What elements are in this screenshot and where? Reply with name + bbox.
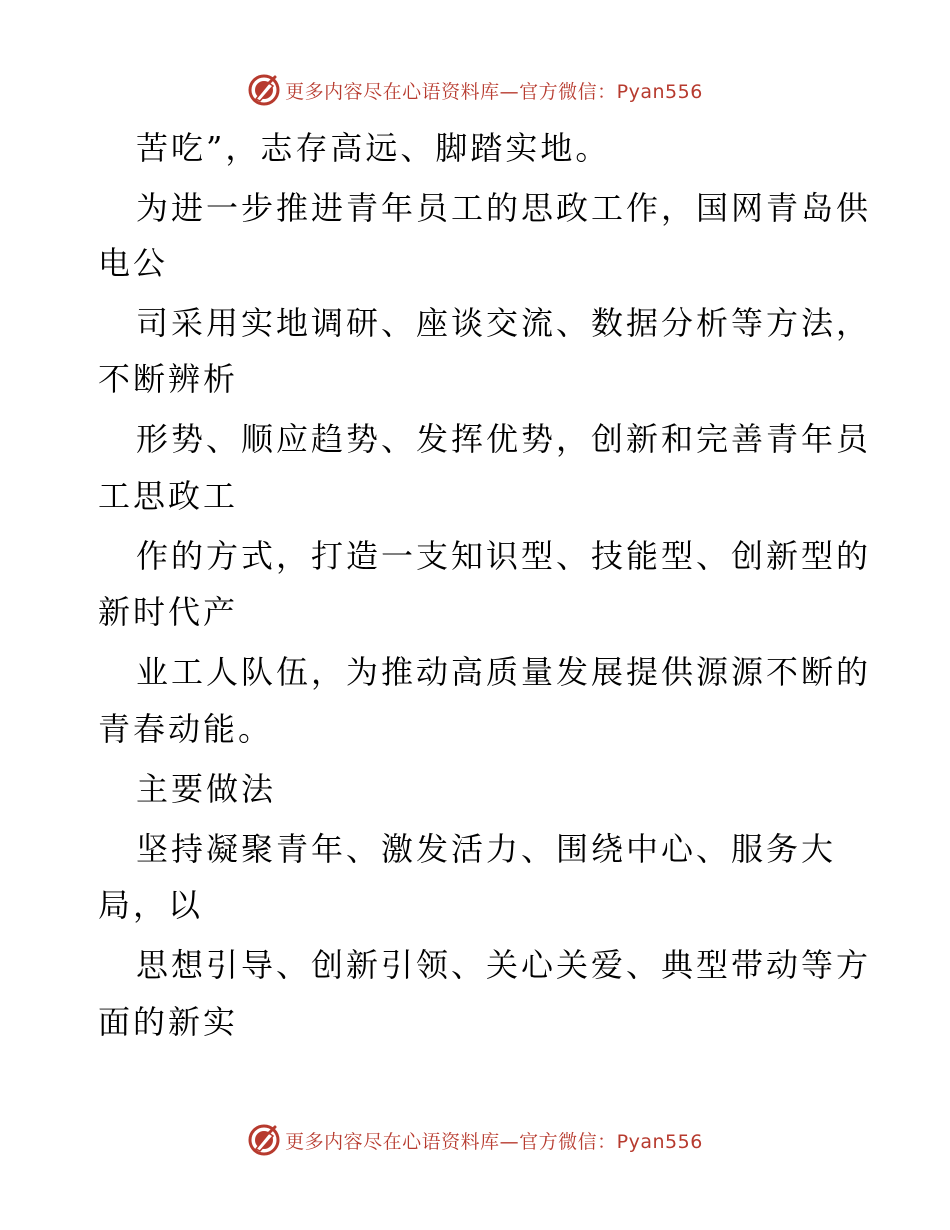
header-banner [0,70,950,110]
body-line: 苦吃”，志存高远、脚踏实地。 [136,129,611,167]
body-line: 业工人队伍，为推动高质量发展提供源源不断的 [136,653,872,691]
body-line: 青春动能。 [98,710,274,748]
pen-nib-circle-icon [247,73,281,107]
header-brand: 更多内容尽在心语资料库 [285,80,500,103]
body-line: 为进一步推进青年员工的思政工作，国网青岛供 [136,189,872,227]
body-line: 面的新实 [98,1003,239,1041]
body-line: 思想引导、创新引领、关心关爱、典型带动等方 [136,946,872,984]
pen-nib-circle-icon [247,1123,281,1157]
header-wechat: 官方微信：Pyan556 [519,80,703,103]
footer-wechat: 官方微信：Pyan556 [519,1130,703,1153]
footer-banner [0,1120,950,1160]
footer-text [285,1127,703,1154]
body-line: 主要做法 [136,770,277,808]
body-line: 司采用实地调研、座谈交流、数据分析等方法， [136,304,872,342]
body-line: 局，以 [98,886,204,924]
body-line: 坚持凝聚青年、激发活力、围绕中心、服务大 [136,830,837,868]
body-line: 形势、顺应趋势、发挥优势，创新和完善青年员 [136,420,872,458]
footer-brand: 更多内容尽在心语资料库 [285,1130,500,1153]
header-text [285,77,703,104]
body-line: 新时代产 [98,593,239,631]
footer-separator: — [499,1130,520,1153]
body-line: 不断辨析 [98,360,239,398]
body-line: 电公 [98,244,169,282]
body-line: 作的方式，打造一支知识型、技能型、创新型的 [136,537,872,575]
header-separator: — [499,80,520,103]
body-line: 工思政工 [98,477,239,515]
